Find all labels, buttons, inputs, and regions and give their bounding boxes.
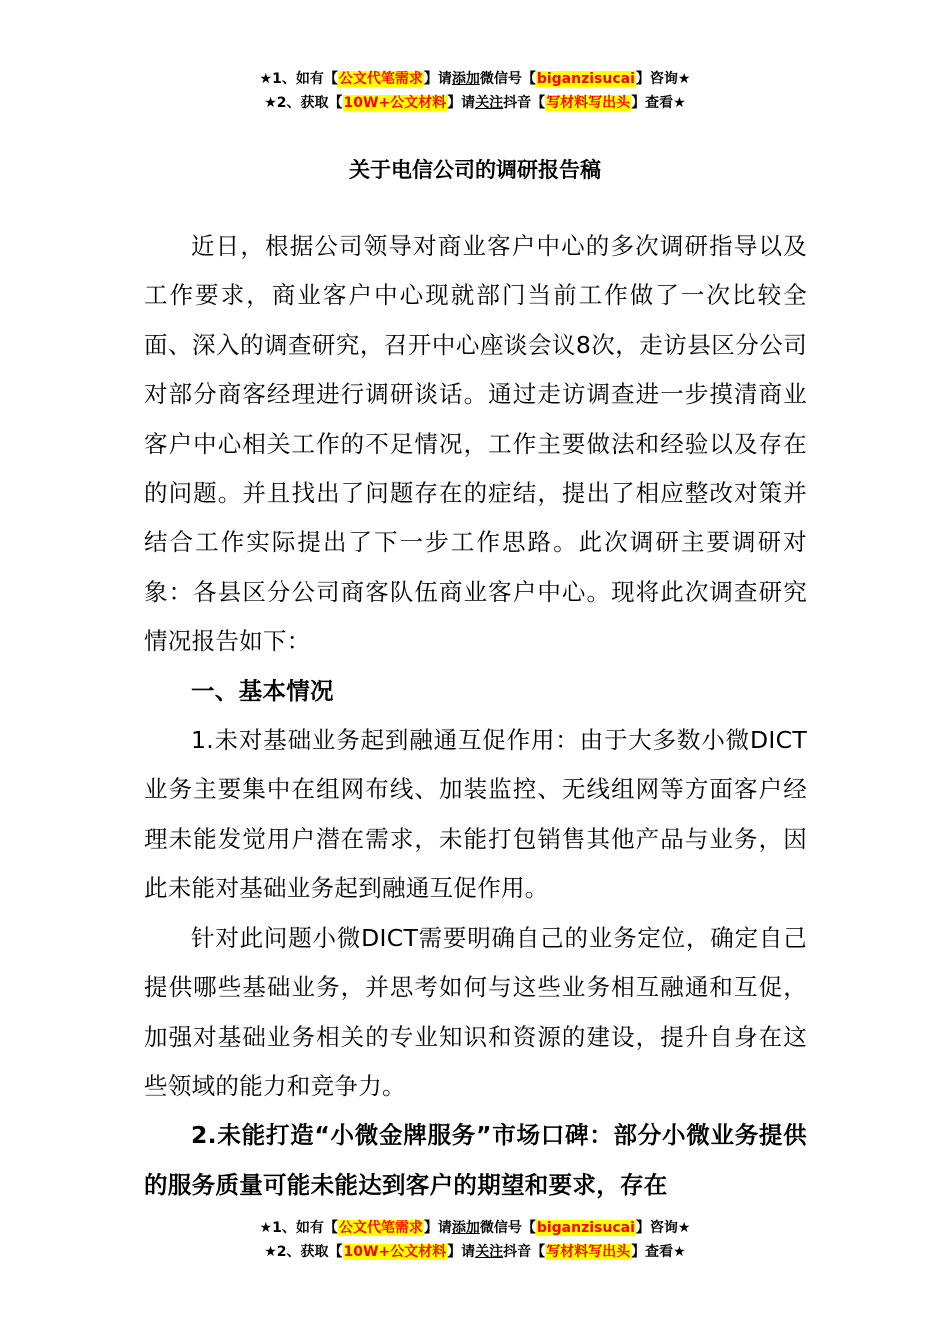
notice-line-2 — [0, 1240, 950, 1264]
highlight-wechat-id: biganzisucai — [536, 1220, 635, 1236]
notice-line-1 — [0, 67, 950, 91]
highlight-wechat-id: biganzisucai — [536, 71, 635, 87]
notice-text: 】请 — [423, 71, 452, 87]
paragraph-item-1: 1.未对基础业务起到融通互促作用：由于大多数小微DICT业务主要集中在组网布线、加装监控、无线组网等方面客户经理未能发觉用户潜在需求，未能打包销售其他产品与业务，因此未能对基础业务起到融通互促作用。 — [144, 726, 807, 903]
notice-text: 】咨询★ — [635, 71, 691, 87]
notice-text: 】请 — [423, 1220, 452, 1236]
notice-text: 】请 — [447, 95, 476, 111]
highlight-douyin-id: 写材料写出头 — [546, 1244, 631, 1260]
notice-text: 】请 — [447, 1244, 476, 1260]
highlight-materials: 10W+公文材料 — [343, 95, 447, 111]
paragraph-item-2: 2.未能打造“小微金牌服务”市场口碑：部分小微业务提供的服务质量可能未能达到客户的期望和要求，存在 — [144, 1121, 807, 1199]
document-title: 关于电信公司的调研报告稿 — [349, 158, 601, 182]
paragraph-intro: 近日，根据公司领导对商业客户中心的多次调研指导以及工作要求，商业客户中心现就部门当前工作做了一次比较全面、深入的调查研究，召开中心座谈会议8次，走访县区分公司对部分商客经理进行调研谈话。通过走访调查进一步摸清商业客户中心相关工作的不足情况，工作主要做法和经验以及存在的问题。并且找出了问题存在的症结，提出了相应整改对策并结合工作实际提出了下一步工作思路。此次调研主要调研对象：各县区分公司商客队伍商业客户中心。现将此次调查研究情况报告如下： — [144, 232, 807, 656]
notice-text: ★1、如有【 — [259, 1220, 338, 1236]
notice-text: ★2、获取【 — [264, 1244, 343, 1260]
underlined-text: 关注 — [475, 1244, 504, 1260]
highlight-materials: 10W+公文材料 — [343, 1244, 447, 1260]
top-notice — [0, 67, 950, 115]
highlight-douyin-id: 写材料写出头 — [546, 95, 631, 111]
highlight-service: 公文代笔需求 — [338, 1220, 423, 1236]
highlight-service: 公文代笔需求 — [338, 71, 423, 87]
notice-text: 】咨询★ — [635, 1220, 691, 1236]
notice-text: 微信号【 — [479, 1220, 536, 1236]
paragraph-item-1-response: 针对此问题小微DICT需要明确自己的业务定位，确定自己提供哪些基础业务，并思考如何与这些业务相互融通和互促，加强对基础业务相关的专业知识和资源的建设，提升自身在这些领域的能力和竞争力。 — [144, 923, 807, 1100]
notice-line-2 — [0, 91, 950, 115]
underlined-text: 添加 — [451, 71, 480, 87]
notice-text: 抖音【 — [503, 95, 546, 111]
notice-text: ★1、如有【 — [259, 71, 338, 87]
notice-text: 微信号【 — [479, 71, 536, 87]
notice-line-1 — [0, 1216, 950, 1240]
notice-text: 】查看★ — [631, 1244, 686, 1260]
underlined-text: 关注 — [475, 95, 504, 111]
document-body — [144, 222, 807, 1210]
section-heading: 一、基本情况 — [191, 676, 334, 705]
bottom-notice — [0, 1216, 950, 1264]
underlined-text: 添加 — [451, 1220, 480, 1236]
notice-text: ★2、获取【 — [264, 95, 343, 111]
notice-text: 抖音【 — [503, 1244, 546, 1260]
notice-text: 】查看★ — [631, 95, 686, 111]
